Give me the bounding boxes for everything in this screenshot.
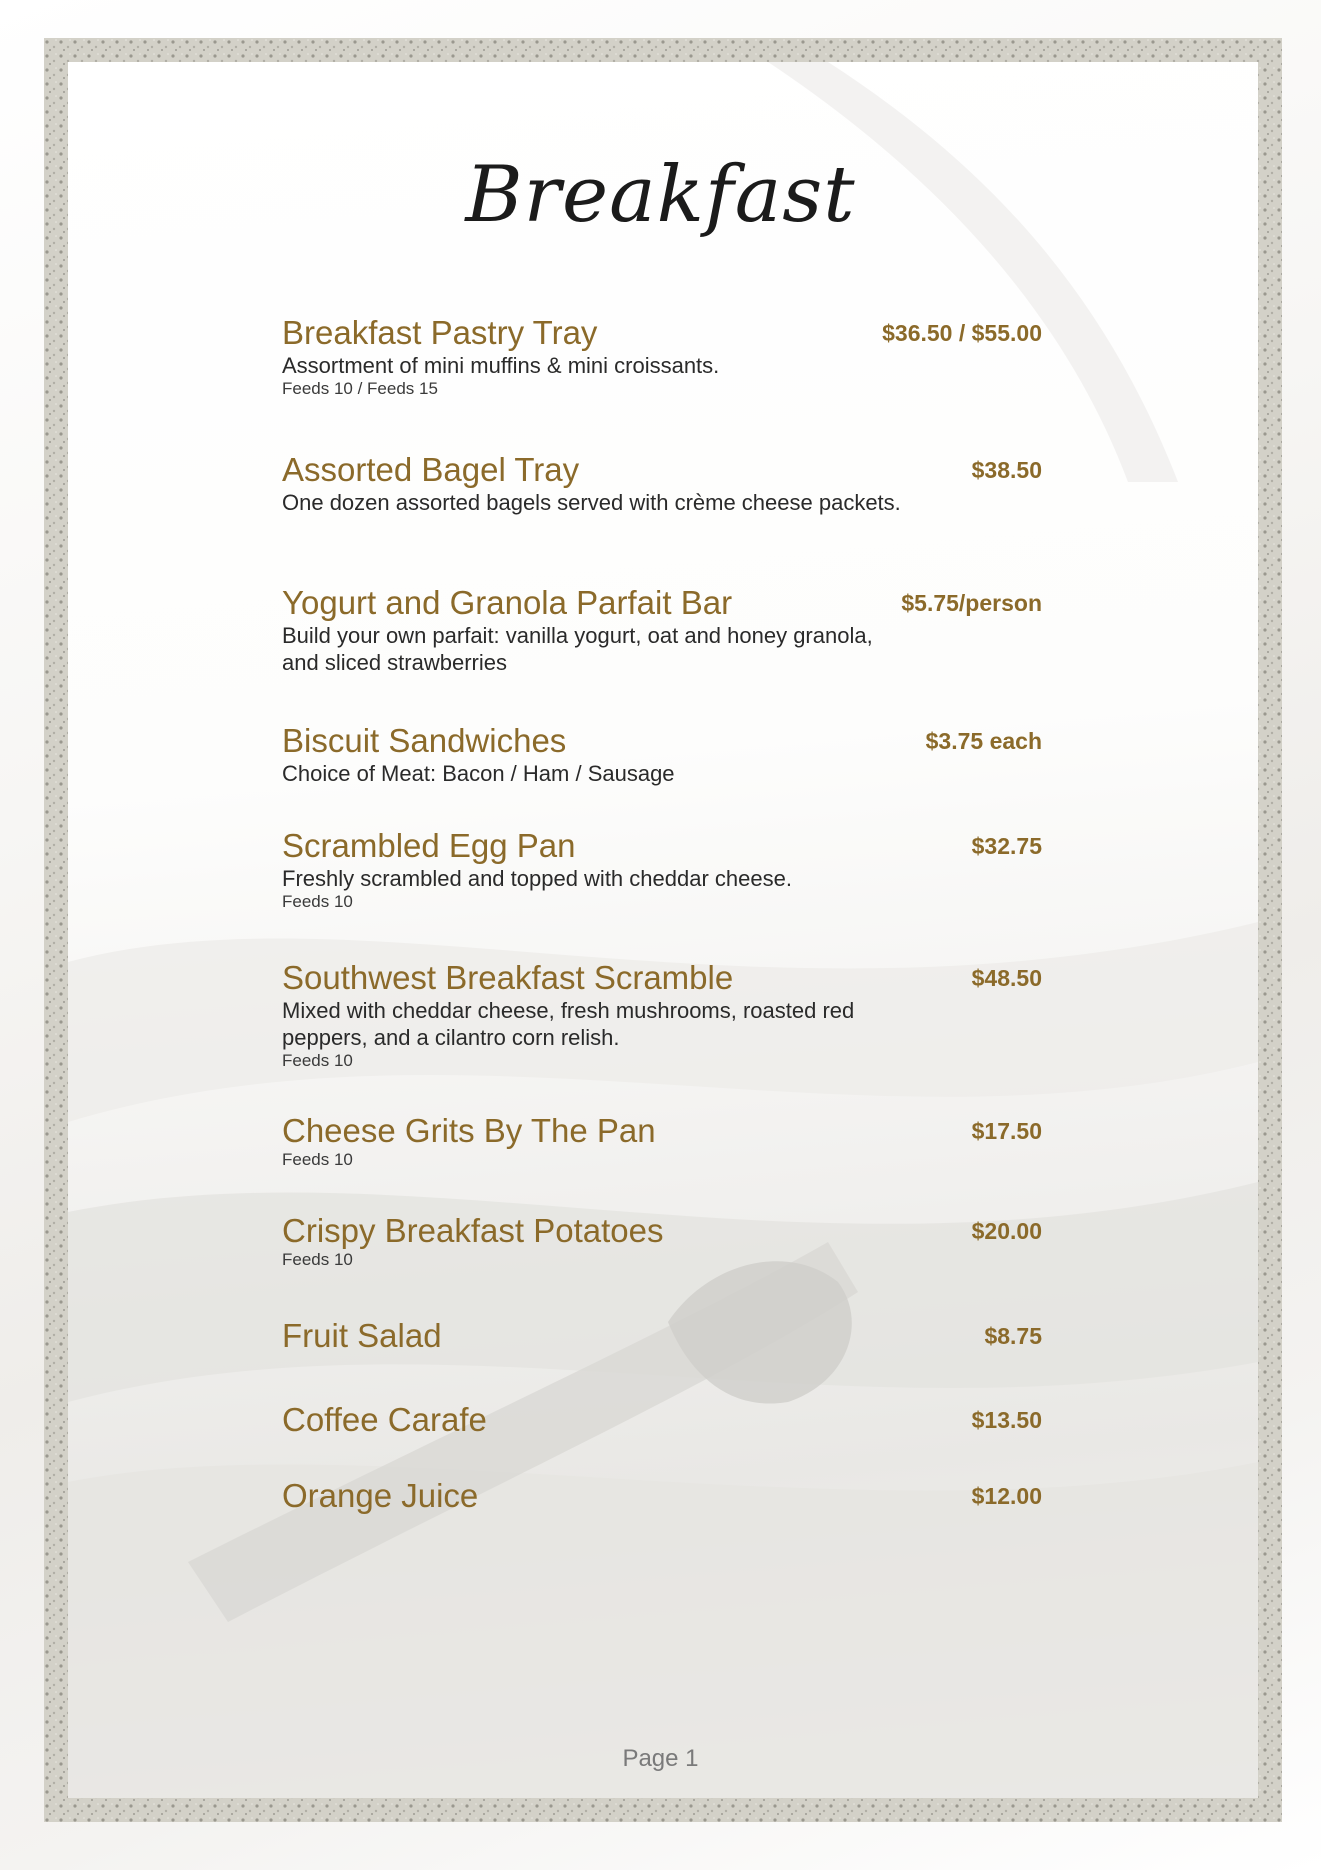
menu-item-yogurt-granola-parfait-bar [282,584,1042,676]
item-price: $32.75 [971,833,1042,859]
menu-item-biscuit-sandwiches [282,722,1042,787]
item-price: $17.50 [971,1118,1042,1144]
item-feeds: Feeds 10 [282,1250,353,1269]
item-price: $8.75 [984,1323,1042,1349]
item-feeds: Feeds 10 / Feeds 15 [282,379,438,398]
item-name: Cheese Grits By The Pan [282,1112,656,1149]
item-description: Freshly scrambled and topped with cheddar cheese. [282,866,792,891]
item-name: Biscuit Sandwiches [282,722,567,759]
item-name: Crispy Breakfast Potatoes [282,1212,664,1249]
menu-item-southwest-breakfast-scramble [282,959,1042,1071]
item-name: Southwest Breakfast Scramble [282,959,734,996]
item-description: Build your own parfait: vanilla yogurt, oat and honey granola, and sliced strawberries [282,623,873,675]
item-name: Coffee Carafe [282,1401,487,1438]
item-feeds: Feeds 10 [282,892,353,911]
item-description: Mixed with cheddar cheese, fresh mushrooms, roasted red peppers, and a cilantro corn relish. [282,998,855,1050]
item-description: Assortment of mini muffins & mini croissants. [282,353,720,378]
item-name: Breakfast Pastry Tray [282,314,598,351]
menu-item-crispy-breakfast-potatoes [282,1212,1042,1270]
item-price: $20.00 [971,1218,1042,1244]
page-number: Page 1 [622,1745,699,1772]
item-price: $13.50 [971,1407,1042,1433]
item-description: One dozen assorted bagels served with crème cheese packets. [282,490,901,515]
item-feeds: Feeds 10 [282,1150,353,1169]
item-description: Choice of Meat: Bacon / Ham / Sausage [282,761,675,786]
menu-title: Breakfast [465,150,856,240]
item-name: Yogurt and Granola Parfait Bar [282,584,733,621]
item-price: $48.50 [971,965,1042,991]
menu-item-fruit-salad [282,1317,1042,1355]
menu-item-coffee-carafe [282,1401,1042,1439]
item-name: Fruit Salad [282,1317,442,1354]
item-feeds: Feeds 10 [282,1051,353,1070]
menu-item-assorted-bagel-tray [282,451,1042,516]
item-price: $38.50 [971,457,1042,483]
item-price: $12.00 [971,1483,1042,1509]
menu-item-breakfast-pastry-tray [282,314,1042,399]
menu-item-scrambled-egg-pan [282,827,1042,912]
item-name: Orange Juice [282,1477,479,1514]
item-price: $5.75/person [901,590,1042,616]
item-price: $36.50 / $55.00 [882,320,1042,346]
item-name: Scrambled Egg Pan [282,827,576,864]
item-price: $3.75 each [925,728,1042,754]
menu-item-orange-juice [282,1477,1042,1515]
menu-item-cheese-grits [282,1112,1042,1170]
item-name: Assorted Bagel Tray [282,451,580,488]
